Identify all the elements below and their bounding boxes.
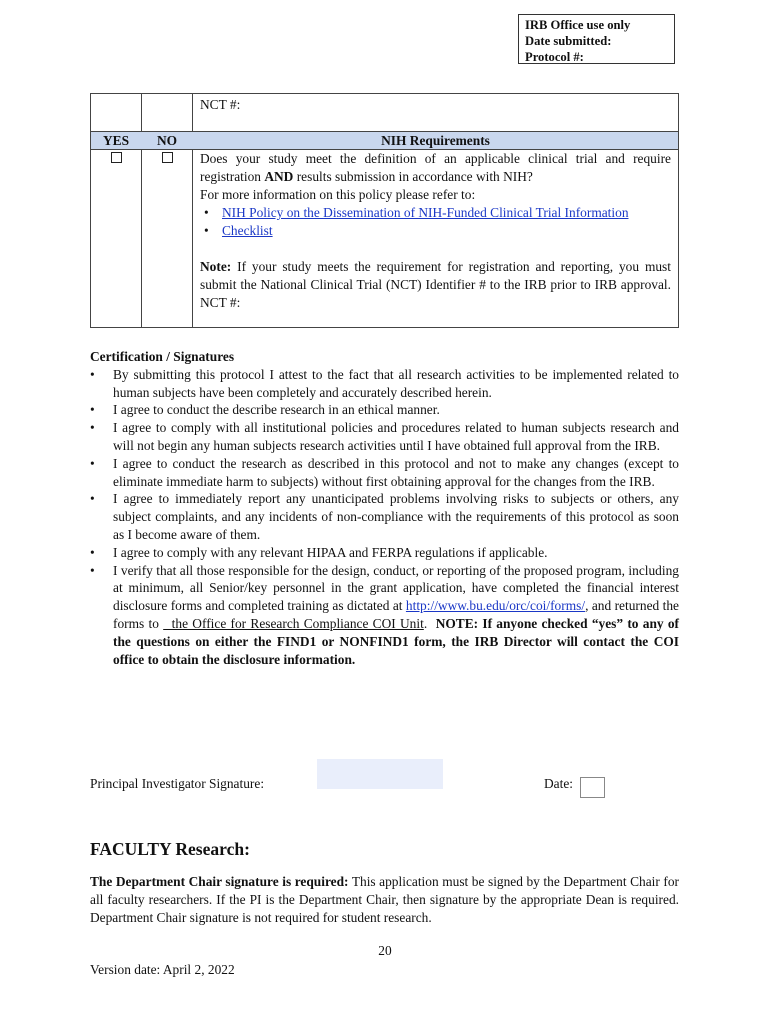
- list-item: [200, 222, 671, 240]
- list-item: • I verify that all those responsible for the design, conduct, or reporting of the proposed program, including at minimum, all Senior/key personnel in the grant application, have completed the financial interest disclosure forms and completed training as dictated at http://www.bu.edu/orc/coi/forms/, and returned the forms to the Office for Research Compliance COI Unit. NOTE: If anyone checked “yes” to any of the questions on either the FIND1 or NONFIND1 form, the IRB Director will contact the COI office to obtain the disclosure information.: [90, 562, 679, 669]
- yes-checkbox[interactable]: [111, 152, 122, 163]
- pi-signature-field[interactable]: [317, 759, 443, 789]
- nih-note: Note: If your study meets the requirement for registration and reporting, you must submit the National Clinical Trial (NCT) Identifier # to the IRB prior to IRB approval. NCT #:: [200, 259, 671, 310]
- irb-office-use-only: IRB Office use only: [525, 18, 631, 32]
- table-header-row: [91, 132, 678, 149]
- date-field[interactable]: [580, 777, 605, 798]
- table-divider: [192, 94, 193, 327]
- coi-unit-text: the Office for Research Compliance COI Unit: [163, 615, 424, 631]
- certification-section: [90, 348, 679, 668]
- no-checkbox[interactable]: [162, 152, 173, 163]
- nih-links-list: [200, 204, 671, 240]
- certification-list: [90, 366, 679, 669]
- header-nih-requirements: NIH Requirements: [381, 133, 490, 148]
- nih-requirements-table: [90, 93, 679, 328]
- page-number: 20: [378, 943, 392, 958]
- version-date: Version date: April 2, 2022: [90, 962, 235, 977]
- nih-policy-link[interactable]: NIH Policy on the Dissemination of NIH-Funded Clinical Trial Information: [222, 205, 629, 220]
- list-item: • I agree to comply with all institutional policies and procedures related to human subjects research and will not begin any human subjects research activities until I have obtained full approval from the IRB.: [90, 419, 679, 455]
- protocol-number-label: Protocol #:: [525, 50, 584, 64]
- faculty-research-heading: FACULTY Research:: [90, 839, 250, 859]
- list-item: • I agree to comply with any relevant HIPAA and FERPA regulations if applicable.: [90, 544, 679, 562]
- list-item: • I agree to immediately report any unanticipated problems involving risks to subjects or others, any subject complaints, and any incidents of non-compliance with the requirements of this protocol as soon as I become aware of them.: [90, 490, 679, 543]
- list-item: [200, 204, 671, 222]
- nih-question: Does your study meet the definition of an applicable clinical trial and require registration AND results submission in accordance with NIH?: [200, 151, 671, 184]
- date-label: Date:: [544, 776, 573, 791]
- list-item: • I agree to conduct the describe research in an ethical manner.: [90, 401, 679, 419]
- list-item: • By submitting this protocol I attest to the fact that all research activities to be implemented related to human subjects have been completely and accurately described herein.: [90, 366, 679, 402]
- certification-title: Certification / Signatures: [90, 349, 235, 364]
- header-yes: YES: [102, 133, 130, 148]
- faculty-research-paragraph: The Department Chair signature is required: This application must be signed by the Department Chair for all faculty researchers. If the PI is the Department Chair, then signature by the appropriate Dean is required. Department Chair signature is not required for student research.: [90, 874, 679, 925]
- header-no: NO: [156, 133, 178, 148]
- table-divider: [141, 94, 142, 327]
- more-info-text: For more information on this policy please refer to:: [200, 187, 476, 202]
- pi-signature-label: Principal Investigator Signature:: [90, 776, 265, 791]
- irb-office-box: [518, 14, 675, 64]
- date-submitted-label: Date submitted:: [525, 34, 612, 48]
- coi-note: NOTE: If anyone checked “yes” to any of the questions on either the FIND1 or NONFIND1 form, the IRB Director will contact the COI office to obtain the disclosure information.: [113, 615, 679, 667]
- coi-forms-link[interactable]: http://www.bu.edu/orc/coi/forms/: [405, 598, 586, 614]
- nct-number-label: NCT #:: [200, 97, 241, 112]
- checklist-link[interactable]: Checklist: [222, 222, 273, 238]
- list-item: • I agree to conduct the research as described in this protocol and not to make any changes (except to eliminate immediate harm to subjects) without first obtaining approval for the changes from the IRB.: [90, 455, 679, 491]
